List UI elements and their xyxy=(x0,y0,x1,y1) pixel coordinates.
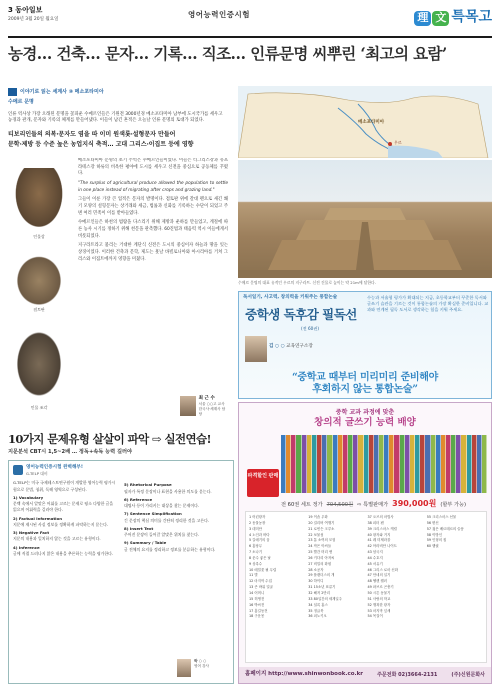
book-list-item: 1 어린왕자 xyxy=(249,515,266,519)
question-type-text: 긴 문장의 핵심 의미를 간단히 정리한 것을 고른다. xyxy=(124,517,210,523)
exam-logo-icon xyxy=(13,465,23,475)
book-list-item: 35 정글북 xyxy=(308,608,324,613)
question-type-text: 지문의 내용과 일치하지 않는 것을 고르는 유형이다. xyxy=(13,536,101,542)
body-paragraph: 지구라트라고 불리는 거대한 계단식 신전은 도시의 중심이자 하늘과 땅을 잇는 상징이었다. 이러한 건축과 문학, 제도는 훗날 바빌로니아와 아시리아를 거쳐 그리스와 이집트에까지 영향을 미쳤다. xyxy=(78,243,228,262)
section2-columns xyxy=(13,480,229,557)
artifact-caption-3: 인물 조각 xyxy=(30,404,48,410)
page-number: 3 동아일보 xyxy=(8,6,43,14)
question-type-text: 대명사 등이 가리키는 대상을 찾는 문제이다. xyxy=(124,503,200,509)
promo-slogan-line-2: 후회하지 않는 통합논술” xyxy=(312,384,418,395)
promo-subtitle: (전 60권) xyxy=(301,326,320,331)
book-list-item: 47 안네의 일기 xyxy=(367,573,391,578)
artifact-photo-3 xyxy=(12,325,66,403)
question-type-text: G-TELP는 미국 국제테스트연구원이 개발한 영어능력 평가시험으로 문법, 청취, 독해 영역으로 구성된다. xyxy=(13,480,116,492)
section2-body xyxy=(8,460,234,684)
body-paragraph: 수메르인들은 하천의 범람을 다스리기 위해 제방과 운하를 만들었고, 계절에 따른 농사 시기를 정하기 위해 천문을 관측했다. 60진법과 태음력 역시 이들에게서 비롯되었다. xyxy=(78,220,228,239)
book-list-item: 59 인형의 집 xyxy=(426,538,447,543)
book-list-item: 36 피노키오 xyxy=(308,614,327,619)
book-list-item: 45 서유기 xyxy=(367,561,383,566)
body-paragraph: 그들이 이룬 가장 큰 업적은 문자의 발명이다. 점토판 위에 갈대 펜으로 새긴 쐐기 모양의 설형문자는 상거래와 세금, 법률과 신화를 기록하는 수단이 되었고 주변 여러 민족이 이를 받아들였다. xyxy=(78,197,228,216)
book-list-item: 43 삼국지 xyxy=(367,550,383,555)
book-list-item: 6 홍당무 xyxy=(249,544,263,549)
promo-person-name: 김 ○ ○ xyxy=(269,344,285,349)
book-list-item: 2 동물농장 xyxy=(249,520,266,525)
region-map xyxy=(238,86,492,158)
section2-author xyxy=(177,659,227,677)
book-list-item: 11 별 xyxy=(249,573,258,578)
section2-author-name: 박 ○ ○ xyxy=(194,659,207,663)
book-list-item: 8 운수 좋은 날 xyxy=(249,555,271,560)
series-tag xyxy=(8,88,228,96)
author-photo xyxy=(180,396,196,416)
promo-title: 중학생 독후감 필독선 xyxy=(245,307,357,322)
artifact-caption-2: 점토판 xyxy=(33,307,45,313)
article-intro xyxy=(8,88,228,149)
section2-tag xyxy=(13,465,229,476)
promo-person xyxy=(269,344,313,350)
book-list-item: 13 큰 바위 얼굴 xyxy=(249,585,273,590)
ziggurat-caption: 수메르 문명의 대표 유적인 우르의 지구라트. 신전 건물로 높이는 약 21m에 달한다. xyxy=(238,280,376,285)
price-label: 전 60권 세트 정가 xyxy=(281,502,323,508)
question-type-heading: 5) Rhetorical Purpose xyxy=(124,482,172,488)
ad-footer xyxy=(239,667,491,683)
subhead-2: 문학‧제방 등 수준 높은 농업지식 축적… 고대 그리스‧이집트 등에 영향 xyxy=(8,140,194,148)
book-spines xyxy=(281,435,487,493)
question-type-heading: 8) Insert Text xyxy=(124,525,154,531)
book-list-item: 29 플랜더스의 개 xyxy=(308,573,335,578)
artifact-pictures xyxy=(8,168,70,418)
book-list-item: 19 이솝 우화 xyxy=(308,515,328,519)
section2-column-1 xyxy=(13,480,118,557)
price-note: (할부 가능) xyxy=(440,502,467,508)
subhead-1: 티보리인들의 의복‧문자도 염을 따 이미 원색롯‧설형문자 만들어 xyxy=(8,130,176,138)
book-list-column-3 xyxy=(368,515,424,659)
artifact-photo-2 xyxy=(12,251,66,305)
book-list-column-4 xyxy=(427,515,483,659)
section2-tag-sub: G-TELP 대비 xyxy=(26,471,48,477)
book-list-item: 48 헬렌 켈러 xyxy=(367,579,388,584)
issue-date: 2009년 3월 20일 월요일 xyxy=(8,17,59,22)
author-info xyxy=(199,396,228,424)
book-list xyxy=(245,511,487,663)
book-list-item: 26 키다리 아저씨 xyxy=(308,555,335,560)
book-list-item: 3 데미안 xyxy=(249,526,263,531)
price-sale: 390,000원 xyxy=(392,499,437,508)
section2-tag-title xyxy=(26,465,83,476)
book-list-item: 34 셜록 홈스 xyxy=(308,602,328,607)
question-type-text: 지문에 제시된 사실 정보를 정확하게 파악하는지 묻는다. xyxy=(13,521,109,527)
section2-author-photo xyxy=(177,659,191,677)
book-list-item: 39 크리스마스 캐럴 xyxy=(367,526,397,531)
ad-website-link[interactable]: 홈페이지 http://www.shinwonbook.co.kr xyxy=(245,671,363,678)
book-spine xyxy=(482,435,487,493)
byline: 수메르 문명 xyxy=(8,99,34,105)
book-list-item: 40 왕자와 거지 xyxy=(367,532,391,537)
series-square-icon xyxy=(8,88,17,96)
book-list-item: 50 시튼 동물기 xyxy=(367,590,391,595)
book-list-item: 57 젊은 베르테르의 슬픔 xyxy=(426,526,464,531)
book-list-item: 23 톰 소여의 모험 xyxy=(308,538,336,543)
book-list-item: 14 어머니 xyxy=(249,590,265,595)
question-type-text: 글에 직접 드러나지 않은 내용을 추론하는 능력을 평가한다. xyxy=(13,550,114,556)
book-list-item: 37 오즈의 마법사 xyxy=(367,515,394,519)
book-list-item: 16 박씨전 xyxy=(249,602,265,607)
question-type-heading: 6) Reference xyxy=(124,496,153,502)
book-list-item: 32 해저 2만리 xyxy=(308,590,330,595)
question-type-heading: 9) Summary / Table xyxy=(124,540,167,546)
book-list-item: 24 작은 아씨들 xyxy=(308,544,332,549)
book-set-ad xyxy=(238,402,492,684)
book-list-column-2 xyxy=(308,515,364,659)
book-list-item: 60 햄릿 xyxy=(426,544,439,549)
book-list-item: 44 수호지 xyxy=(367,555,383,560)
map-label-2: 우르 xyxy=(394,140,402,145)
section2-author-info xyxy=(194,659,209,677)
book-list-item: 27 비밀의 화원 xyxy=(308,561,332,566)
ziggurat-photo xyxy=(238,160,492,278)
question-type-heading: 4) Inference xyxy=(13,544,40,550)
map-marker-icon xyxy=(388,142,392,146)
question-type-heading: 1) Vocabulary xyxy=(13,494,44,500)
promo-slogan-line-1: “중학교 때부터 미리미리 준비해야 xyxy=(291,372,439,383)
book-list-item: 20 걸리버 여행기 xyxy=(308,520,335,525)
question-type-heading: 2) Factual Information xyxy=(13,515,62,521)
book-list-item: 10 메밀꽃 필 무렵 xyxy=(249,567,277,572)
author-detail: 한국사‧세계사 담당 xyxy=(198,407,226,417)
ad-brand: (주)신원문화사 xyxy=(451,671,485,678)
main-headline: 농경… 건축… 문자… 기록… 직조… 인류문명 씨뿌린 ‘최고의 요람’ xyxy=(8,44,447,63)
masthead xyxy=(8,6,492,38)
book-list-item: 56 변신 xyxy=(426,520,439,525)
book-list-item xyxy=(427,614,483,620)
article-body xyxy=(78,158,228,420)
ziggurat-graphic xyxy=(238,160,492,278)
book-list-item: 17 홍길동전 xyxy=(249,608,268,613)
question-type-text: 문맥 속에서 알맞은 어휘를 고르는 문제로 평소 다양한 글을 읽으며 어휘력을 길러야 한다. xyxy=(13,501,114,513)
book-list-item: 7 소나기 xyxy=(249,550,263,555)
book-list-item: 4 노인과 바다 xyxy=(249,532,270,537)
special-prefix-1: 理 xyxy=(414,11,431,26)
section2-title: 10가지 문제유형 살살이 파악 ⇨ 실전연습! xyxy=(8,432,211,446)
question-type-heading: 7) Sentence Simplification xyxy=(124,511,182,517)
special-title: 특목고 xyxy=(451,8,492,24)
book-list-item: 42 아라비안 나이트 xyxy=(367,544,397,549)
book-list-item: 5 갈매기의 꿈 xyxy=(249,538,270,543)
lede: 인류 역사상 가장 오래된 문명을 꽃피운 수메르인들은 기원전 3000년경 메소포타미아 남부에 도시국가를 세우고 농경과 관개, 문자와 기록의 체계를 만들어냈다. 이들이 남긴 흔적은 오늘날 인류 문명의 토대가 되었다. xyxy=(8,111,223,124)
book-list-item: 28 소공자 xyxy=(308,567,324,572)
section-title: 영어능력인증시험 xyxy=(188,10,250,19)
series-tag-label: 이야기로 읽는 세계사 ⑩ 메소포타미아 xyxy=(20,88,104,95)
question-type-text: 글 전체의 요지를 정리하고 정보를 분류하는 유형이다. xyxy=(124,546,216,552)
book-list-item: 33 80일간의 세계일주 xyxy=(308,596,342,601)
author-box xyxy=(180,396,228,424)
book-list-item: 46 그리스 로마 신화 xyxy=(367,567,398,572)
special-section-logo xyxy=(414,7,492,26)
book-list-item: 53 마지막 잎새 xyxy=(367,608,391,613)
section2-column-2 xyxy=(124,480,229,557)
promo-person-title: 교육연구소장 xyxy=(286,344,313,349)
english-quote: "The surplus of agricultural produce allowed the population to settle in one place instead of migrating after crops and grazing land." xyxy=(78,180,228,193)
book-list-item: 21 로빈슨 크루소 xyxy=(308,526,335,531)
book-list-item: 58 이방인 xyxy=(426,532,442,537)
book-list-item: 52 행복한 왕자 xyxy=(367,602,391,607)
promo-top-note: 독서일기, 사고력, 창의력을 키워주는 통합논술 xyxy=(243,295,338,300)
promo-person-photo xyxy=(245,336,267,362)
section2-tag-label: 영어능력인증시험 완벽해부! xyxy=(26,465,83,470)
book-list-item: 31 15소년 표류기 xyxy=(308,585,336,590)
book-list-item: 15 허생전 xyxy=(249,596,265,601)
price-row xyxy=(281,499,487,510)
book-list-item: 9 상록수 xyxy=(249,561,263,566)
book-list-item: 38 피터 팬 xyxy=(367,520,384,525)
map-label-1: 메소포타미아 xyxy=(358,120,385,125)
sale-badge: 파격할인 판매 xyxy=(247,469,279,497)
book-list-item: 25 빨간 머리 앤 xyxy=(308,550,333,555)
promo-right-note: 수능과 서술형 평가가 확대되는 지금, 초등학교부터 꾸준한 독서와 글쓰기 습관을 기르는 것이 통합논술의 가장 확실한 준비입니다. 교과와 연계된 필독 도서로 생각하는 힘을 키워 주세요. xyxy=(367,295,489,313)
body-paragraph: 메소포타미아 문명의 초기 주역은 수메르인들이었다. 이들은 티그리스강과 유프라테스강 하류의 비옥한 평야에 도시를 세우고 신전을 중심으로 공동체를 꾸렸다. xyxy=(78,158,228,177)
special-prefix-2: 文 xyxy=(432,11,449,26)
book-promo xyxy=(238,291,492,399)
ad-phone: 주문전화 02)3664-2131 xyxy=(377,671,438,678)
price-original: 704,500원 xyxy=(326,502,354,508)
section2-subtitle: 지문분석 CBT시 1,5~2배 … 정독+속독 능력 길러야 xyxy=(8,449,132,455)
price-arrow: ⇨ 특별판매가 xyxy=(357,502,389,508)
ad-head2: 창의적 글쓰기 능력 배양 xyxy=(314,417,416,428)
ad-head: 중학 교과 과정에 맞춘 xyxy=(335,409,395,416)
author-title: 서울 ○○고 교사 xyxy=(198,402,225,407)
artifact-caption-1: 인물상 xyxy=(33,234,45,239)
book-list-item: 51 사랑의 학교 xyxy=(367,596,391,601)
book-list-item: 49 파브르 곤충기 xyxy=(367,585,394,590)
book-list-item: 55 크리스마스 선물 xyxy=(426,515,457,519)
book-list-item: 54 목걸이 xyxy=(367,614,383,619)
book-list-item: 12 마지막 수업 xyxy=(249,579,272,584)
book-list-item: 30 하이디 xyxy=(308,579,324,584)
promo-slogan xyxy=(239,372,491,396)
book-list-item: 18 구운몽 xyxy=(249,614,265,619)
book-list-item: 41 레 미제라블 xyxy=(367,538,391,543)
section2-author-title: 영어 강사 xyxy=(194,663,210,668)
book-list-column-1 xyxy=(249,515,305,659)
book-list-item: 22 보물섬 xyxy=(308,532,324,537)
artifact-photo-1 xyxy=(12,168,66,232)
author-name: 최 근 수 xyxy=(198,396,215,401)
question-type-heading: 3) Negative Fact xyxy=(13,530,50,536)
question-type-text: 주어진 문장이 들어갈 알맞은 위치를 찾는다. xyxy=(124,532,200,538)
question-type-text: 필자가 특정 문장이나 표현을 사용한 의도를 묻는다. xyxy=(124,488,212,494)
